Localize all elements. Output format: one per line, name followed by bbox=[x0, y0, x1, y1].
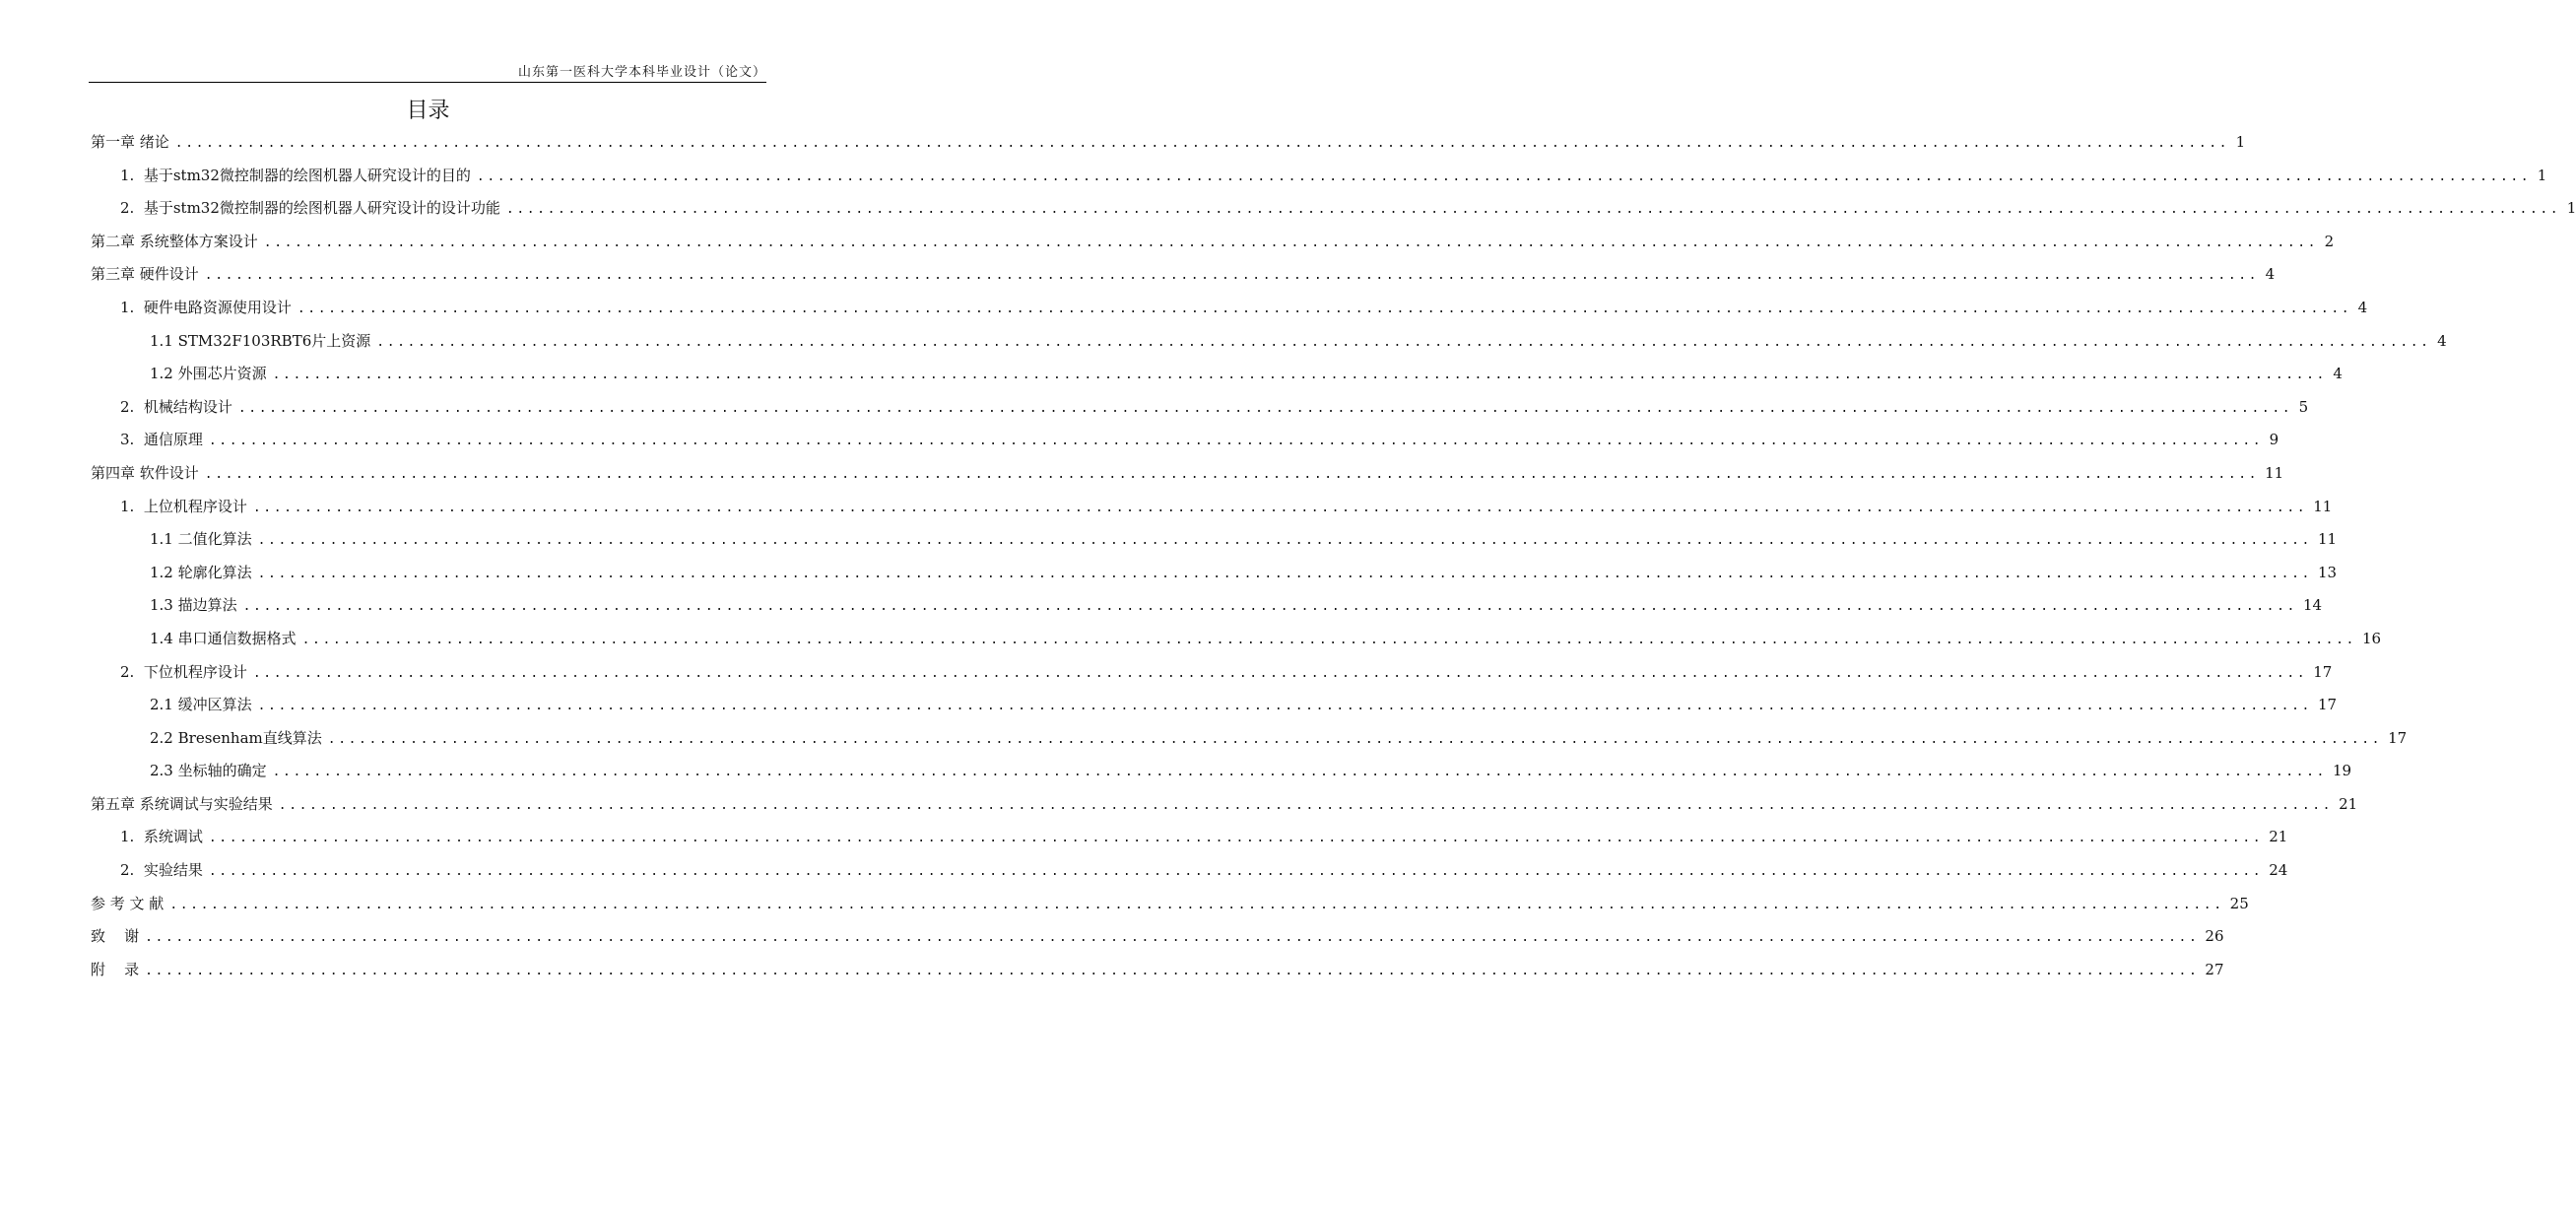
dot-leader: ........................................................................................................................................................................................................ bbox=[208, 831, 2264, 846]
toc-entry[interactable] bbox=[91, 424, 2279, 457]
toc-entry[interactable] bbox=[91, 755, 2352, 788]
dot-leader: ........................................................................................................................................................................................................ bbox=[174, 136, 2230, 151]
toc-entry[interactable] bbox=[91, 226, 2335, 259]
dot-leader: ........................................................................................................................................................................................................ bbox=[257, 533, 2312, 549]
toc-entry-page-number: 11 bbox=[2313, 497, 2333, 515]
toc-entry-page-number: 19 bbox=[2332, 762, 2352, 780]
dot-leader: ........................................................................................................................................................................................................ bbox=[145, 963, 2200, 978]
toc-entry-label: 第一章 绪论 bbox=[91, 133, 169, 151]
toc-entry-label: 3. 通信原理 bbox=[120, 431, 203, 449]
dot-leader: ........................................................................................................................................................................................................ bbox=[169, 897, 2224, 912]
toc-entry[interactable] bbox=[91, 325, 2447, 359]
toc-entry-page-number: 2 bbox=[2324, 232, 2335, 250]
toc-entry-page-number: 21 bbox=[2269, 828, 2288, 846]
toc-entry-page-number: 11 bbox=[2265, 463, 2284, 482]
toc-entry-page-number: 24 bbox=[2269, 861, 2288, 880]
toc-entry-page-number: 4 bbox=[2437, 331, 2447, 350]
dot-leader: ........................................................................................................................................................................................................ bbox=[327, 731, 2383, 747]
toc-entry[interactable] bbox=[91, 954, 2224, 987]
toc-entry-page-number: 26 bbox=[2205, 927, 2224, 946]
toc-entry-page-number: 4 bbox=[2333, 365, 2343, 383]
toc-entry-page-number: 14 bbox=[2302, 596, 2323, 615]
toc-title: 目录 bbox=[406, 99, 450, 123]
dot-leader: ........................................................................................................................................................................................................ bbox=[252, 665, 2308, 681]
dot-leader: ........................................................................................................................................................................................................ bbox=[263, 235, 2319, 250]
toc-entry-page-number: 5 bbox=[2298, 397, 2309, 416]
toc-entry[interactable] bbox=[91, 854, 2288, 888]
dot-leader: ........................................................................................................................................................................................................ bbox=[272, 765, 2327, 780]
toc-entry-label: 2. 实验结果 bbox=[120, 861, 203, 880]
toc-entry-label: 2.2 Bresenham直线算法 bbox=[150, 728, 322, 747]
dot-leader: ........................................................................................................................................................................................................ bbox=[252, 500, 2308, 515]
dot-leader: ........................................................................................................................................................................................................ bbox=[257, 699, 2312, 714]
toc-entry-label: 1.3 描边算法 bbox=[150, 596, 237, 615]
toc-entry-page-number: 16 bbox=[2361, 629, 2382, 647]
toc-entry-label: 2.3 坐标轴的确定 bbox=[150, 762, 267, 780]
dot-leader: ........................................................................................................................................................................................................ bbox=[301, 632, 2356, 647]
toc-entry-label: 2. 下位机程序设计 bbox=[120, 662, 247, 681]
toc-entry-label: 2.1 缓冲区算法 bbox=[150, 696, 252, 714]
toc-entry[interactable] bbox=[91, 457, 2284, 491]
toc-entry-label: 2. 基于stm32微控制器的绘图机器人研究设计的设计功能 bbox=[120, 199, 500, 218]
toc-entry[interactable] bbox=[91, 821, 2288, 854]
dot-leader: ........................................................................................................................................................................................................ bbox=[278, 797, 2334, 813]
toc-entry[interactable] bbox=[91, 623, 2382, 656]
toc-entry-page-number: 27 bbox=[2205, 960, 2224, 978]
toc-entry[interactable] bbox=[91, 126, 2246, 160]
toc-entry[interactable] bbox=[91, 589, 2323, 623]
toc-entry-page-number: 17 bbox=[2317, 696, 2338, 714]
toc-entry-label: 第三章 硬件设计 bbox=[91, 265, 199, 284]
toc-entry-label: 1. 硬件电路资源使用设计 bbox=[120, 298, 292, 316]
dot-leader: ........................................................................................................................................................................................................ bbox=[376, 334, 2431, 350]
toc-entry-label: 第四章 软件设计 bbox=[91, 463, 199, 482]
toc-entry-page-number: 17 bbox=[2388, 728, 2408, 747]
toc-entry-label: 1.1 STM32F103RBT6片上资源 bbox=[150, 331, 371, 350]
toc-entry-label: 1.1 二值化算法 bbox=[150, 530, 252, 549]
dot-leader: ........................................................................................................................................................................................................ bbox=[237, 400, 2293, 416]
toc-entry-page-number: 1 bbox=[2235, 133, 2246, 151]
table-of-contents bbox=[91, 126, 2576, 986]
page-header: 山东第一医科大学本科毕业设计（论文） bbox=[517, 65, 766, 80]
toc-entry[interactable] bbox=[91, 391, 2309, 425]
toc-entry[interactable] bbox=[91, 358, 2343, 391]
toc-entry-page-number: 4 bbox=[2265, 265, 2276, 284]
toc-entry-label: 1.4 串口通信数据格式 bbox=[150, 629, 297, 647]
toc-entry-label: 第五章 系统调试与实验结果 bbox=[91, 794, 273, 813]
toc-entry[interactable] bbox=[91, 491, 2333, 524]
dot-leader: ........................................................................................................................................................................................................ bbox=[204, 466, 2260, 482]
toc-entry[interactable] bbox=[91, 292, 2368, 325]
toc-entry[interactable] bbox=[91, 788, 2358, 822]
dot-leader: ........................................................................................................................................................................................................ bbox=[208, 434, 2264, 449]
dot-leader: ........................................................................................................................................................................................................ bbox=[242, 599, 2297, 615]
toc-entry-label: 1.2 轮廓化算法 bbox=[150, 563, 252, 581]
dot-leader: ........................................................................................................................................................................................................ bbox=[272, 368, 2327, 383]
toc-entry-label: 1. 上位机程序设计 bbox=[120, 497, 247, 515]
dot-leader: ........................................................................................................................................................................................................ bbox=[476, 168, 2532, 184]
toc-entry-page-number: 21 bbox=[2339, 794, 2358, 813]
toc-entry-label: 致 谢 bbox=[91, 927, 140, 946]
toc-entry[interactable] bbox=[91, 920, 2224, 954]
dot-leader: ........................................................................................................................................................................................................ bbox=[204, 268, 2260, 284]
toc-entry-label: 参 考 文 献 bbox=[91, 894, 165, 912]
toc-entry-label: 1.2 外围芯片资源 bbox=[150, 365, 267, 383]
dot-leader: ........................................................................................................................................................................................................ bbox=[145, 930, 2200, 946]
toc-entry[interactable] bbox=[91, 722, 2408, 756]
toc-entry-label: 2. 机械结构设计 bbox=[120, 397, 232, 416]
toc-entry-page-number: 11 bbox=[2317, 530, 2338, 549]
toc-entry[interactable] bbox=[91, 258, 2276, 292]
toc-entry[interactable] bbox=[91, 160, 2547, 193]
toc-entry-label: 1. 系统调试 bbox=[120, 828, 203, 846]
dot-leader: ........................................................................................................................................................................................................ bbox=[505, 202, 2561, 218]
toc-entry[interactable] bbox=[91, 888, 2249, 921]
toc-entry-page-number: 25 bbox=[2229, 894, 2249, 912]
dot-leader: ........................................................................................................................................................................................................ bbox=[208, 864, 2264, 880]
dot-leader: ........................................................................................................................................................................................................ bbox=[297, 301, 2352, 316]
toc-entry-page-number: 17 bbox=[2313, 662, 2333, 681]
toc-entry-page-number: 4 bbox=[2357, 298, 2368, 316]
toc-entry-label: 第二章 系统整体方案设计 bbox=[91, 232, 258, 250]
toc-entry[interactable] bbox=[91, 192, 2576, 226]
toc-entry[interactable] bbox=[91, 557, 2338, 590]
toc-entry-page-number: 1 bbox=[2566, 199, 2576, 218]
toc-entry-label: 附 录 bbox=[91, 960, 140, 978]
toc-entry-page-number: 13 bbox=[2317, 563, 2338, 581]
toc-entry-page-number: 1 bbox=[2537, 166, 2547, 184]
toc-entry-label: 1. 基于stm32微控制器的绘图机器人研究设计的目的 bbox=[120, 166, 471, 184]
toc-entry-page-number: 9 bbox=[2269, 431, 2279, 449]
toc-entry[interactable] bbox=[91, 523, 2338, 557]
toc-entry[interactable] bbox=[91, 689, 2338, 722]
header-rule bbox=[89, 82, 766, 83]
toc-entry[interactable] bbox=[91, 656, 2333, 690]
dot-leader: ........................................................................................................................................................................................................ bbox=[257, 566, 2312, 581]
